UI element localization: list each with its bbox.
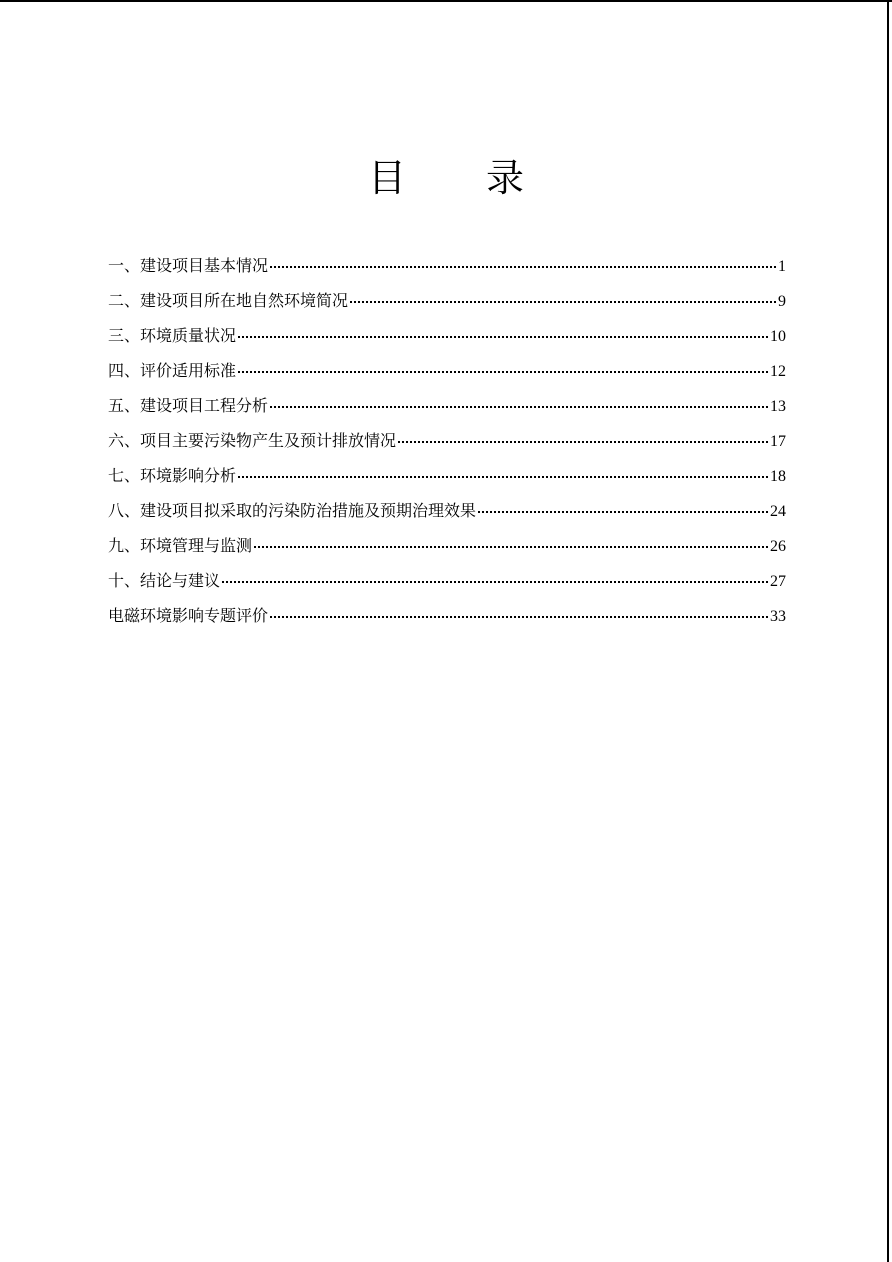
toc-entry[interactable]	[108, 565, 786, 600]
toc-entry[interactable]	[108, 460, 786, 495]
toc-entry-page: 27	[770, 573, 786, 590]
toc-entry-page: 1	[778, 258, 786, 275]
toc-entry[interactable]	[108, 250, 786, 285]
toc-entry-label: 六、项目主要污染物产生及预计排放情况	[108, 431, 397, 450]
page-title: 目 录	[367, 156, 559, 200]
toc-entry-label: 电磁环境影响专题评价	[108, 606, 269, 625]
toc-dot-leader	[350, 300, 776, 303]
toc-entry-label: 十、结论与建议	[108, 571, 221, 590]
toc-entry[interactable]	[108, 320, 786, 355]
toc-entry-label: 二、建设项目所在地自然环境简况	[108, 291, 349, 310]
toc-entry[interactable]	[108, 495, 786, 530]
toc-entry-page: 33	[770, 608, 786, 625]
toc-entry-label: 三、环境质量状况	[108, 326, 237, 345]
toc-entry-label: 七、环境影响分析	[108, 466, 237, 485]
toc-dot-leader	[478, 510, 768, 513]
toc-dot-leader	[398, 440, 768, 443]
toc-dot-leader	[270, 615, 768, 618]
toc-entry[interactable]	[108, 355, 786, 390]
toc-entry[interactable]	[108, 425, 786, 460]
page-top-border	[0, 0, 892, 2]
toc-entry-page: 12	[770, 363, 786, 380]
toc-entry-label: 四、评价适用标准	[108, 361, 237, 380]
toc-dot-leader	[238, 370, 768, 373]
toc-entry-page: 9	[778, 293, 786, 310]
toc-entry-page: 10	[770, 328, 786, 345]
toc-dot-leader	[270, 405, 768, 408]
table-of-contents	[108, 250, 786, 635]
toc-entry-page: 26	[770, 538, 786, 555]
toc-entry-label: 五、建设项目工程分析	[108, 396, 269, 415]
toc-entry[interactable]	[108, 600, 786, 635]
toc-entry-page: 13	[770, 398, 786, 415]
toc-dot-leader	[238, 335, 768, 338]
toc-entry-page: 18	[770, 468, 786, 485]
toc-dot-leader	[254, 545, 768, 548]
toc-entry-label: 一、建设项目基本情况	[108, 256, 269, 275]
toc-entry-page: 17	[770, 433, 786, 450]
toc-entry-label: 九、环境管理与监测	[108, 536, 253, 555]
toc-entry-page: 24	[770, 503, 786, 520]
toc-entry[interactable]	[108, 390, 786, 425]
toc-dot-leader	[270, 265, 776, 268]
toc-entry[interactable]	[108, 285, 786, 320]
toc-entry[interactable]	[108, 530, 786, 565]
toc-dot-leader	[238, 475, 768, 478]
toc-dot-leader	[222, 580, 768, 583]
toc-entry-label: 八、建设项目拟采取的污染防治措施及预期治理效果	[108, 501, 477, 520]
